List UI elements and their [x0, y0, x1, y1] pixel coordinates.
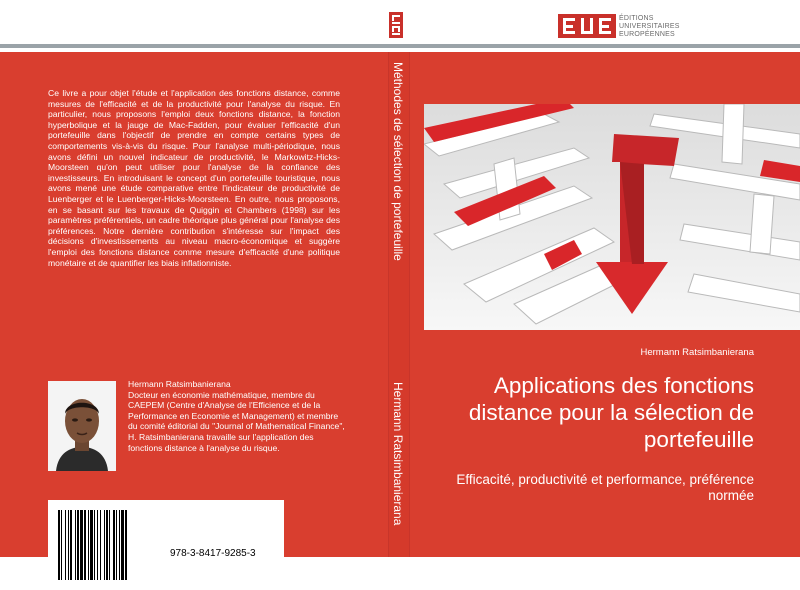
author-photo: [48, 381, 116, 471]
publisher-logo-icon: [558, 14, 616, 38]
top-divider: [0, 44, 800, 48]
publisher-line-1: ÉDITIONS: [619, 15, 654, 22]
barcode-bar: [121, 510, 124, 580]
barcode-bar: [84, 510, 86, 580]
barcode-bar: [94, 510, 95, 580]
book-spine: [388, 52, 410, 557]
barcode-bar: [106, 510, 108, 580]
spine-logo-icon: [389, 12, 403, 38]
barcode-bar: [104, 510, 105, 580]
book-subtitle: Efficacité, productivité et performance, préférence normée: [456, 472, 754, 503]
barcode-bar: [116, 510, 117, 580]
barcode-bar: [77, 510, 79, 580]
bio-text: Docteur en économie mathématique, membre du CAEPEM (Centre d'Analyse de l'Efficience et de la Performance en Economie et Management) et membre du comité éditorial du "Journal of Mathematical Finance", H. Ratsimbanierana travaille sur l'application des fonctions distance à l'analyse du risque.: [128, 389, 345, 453]
isbn-number: 978-3-8417-9285-3: [170, 548, 256, 559]
barcode-icon: [56, 508, 166, 582]
barcode-bar: [65, 510, 66, 580]
author-bio: [128, 379, 346, 453]
front-author: Hermann Ratsimbanierana: [640, 347, 754, 358]
spine-author: Hermann Ratsimbanierana: [391, 382, 405, 526]
spine-title: Méthodes de sélection de portefeuille: [391, 62, 405, 261]
back-cover-blurb: Ce livre a pour objet l'étude et l'application des fonctions distance, comme mesures de l'efficacité et de la productivité pour l'analyse du risque. En particulier, nous proposons l'emploi deux fonctions distance, la fonction hyperbolique et la jauge de Mac-Fadden, pour évaluer l'efficacité d'un portefeuille dans l'objectif de prendre en compte certains types de comportements vis-à-vis du risque. Pour l'analyse multi-périodique, nous avons défini un nouvel indicateur de productivité, le Markowitz-Hicks-Moorsteen qu'on peut utiliser pour l'analyse de la confiance des investisseurs. En introduisant le concept d'un portefeuille touristique, nous avons mené une étude comparative entre l'indicateur de productivité de Luenberger et le Luenberger-Hicks-Moorsteen. En outre, nous proposons, en se basant sur les travaux de Quiggin et Chambers (1998) sur les paramètres préférentiels, un cadre théorique plus général pour l'analyse des préférences. Notre dernière contribution s'intéresse sur l'impact des décisions d'investissements au niveau macro-économique et suggère l'emploi des fonctions distance comme mesure d'efficacité d'une politique monétaire et de quantifier les biais inflationniste.: [48, 88, 340, 268]
barcode-bar: [100, 510, 101, 580]
publisher-name: [619, 15, 680, 39]
barcode-bar: [75, 510, 76, 580]
publisher-line-2: UNIVERSITAIRES: [619, 23, 680, 30]
author-portrait-icon: [48, 381, 116, 471]
bio-name: Hermann Ratsimbanierana: [128, 379, 231, 389]
barcode-bar: [61, 510, 62, 580]
barcode-bar: [113, 510, 115, 580]
publisher-line-3: EUROPÉENNES: [619, 31, 675, 38]
barcode-bar: [109, 510, 110, 580]
book-title: Applications des fonctions distance pour la sélection de portefeuille: [468, 373, 754, 452]
barcode-box: [48, 500, 284, 590]
barcode-bar: [68, 510, 69, 580]
barcode-bar: [80, 510, 83, 580]
barcode-bar: [88, 510, 89, 580]
maze-arrow-image: [424, 104, 800, 330]
barcode-bar: [70, 510, 72, 580]
barcode-bar: [125, 510, 127, 580]
barcode-bar: [97, 510, 98, 580]
barcode-bar: [119, 510, 120, 580]
barcode-bar: [58, 510, 60, 580]
barcode-bar: [90, 510, 93, 580]
